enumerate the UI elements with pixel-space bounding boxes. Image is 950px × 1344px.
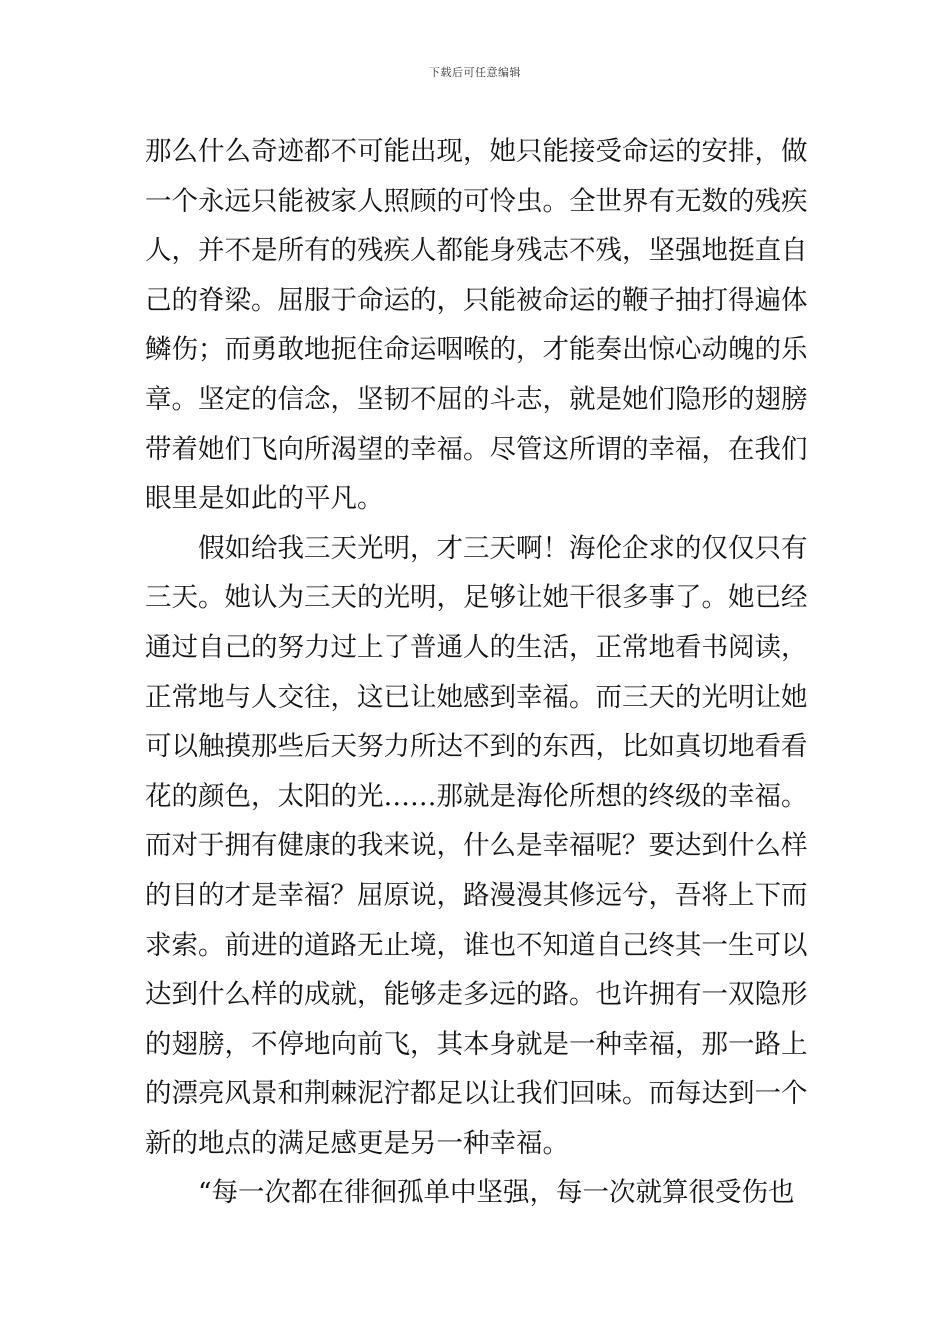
text-line: 三天。她认为三天的光明，足够让她干很多事了。她已经 [145, 582, 808, 614]
text-line: 达到什么样的成就，能够走多远的路。也许拥有一双隐形 [145, 979, 808, 1011]
text-line: 带着她们飞向所渴望的幸福。尽管这所谓的幸福，在我们 [145, 433, 808, 465]
paragraph-1 [145, 127, 807, 524]
paragraph-3 [145, 1168, 807, 1218]
text-line: 的翅膀，不停地向前飞，其本身就是一种幸福，那一路上 [145, 1028, 808, 1060]
text-line: “每一次都在徘徊孤单中坚强，每一次就算很受伤也 [198, 1177, 795, 1209]
text-line: 而对于拥有健康的我来说，什么是幸福呢？要达到什么样 [145, 830, 808, 862]
text-line: 新的地点的满足感更是另一种幸福。 [145, 1127, 569, 1159]
text-line: 假如给我三天光明，才三天啊！海伦企求的仅仅只有 [198, 532, 808, 564]
body-text [145, 127, 807, 1218]
text-line: 的目的才是幸福？屈原说，路漫漫其修远兮，吾将上下而 [145, 879, 808, 911]
text-line: 的漂亮风景和荆棘泥泞都足以让我们回味。而每达到一个 [145, 1078, 808, 1110]
text-line: 眼里是如此的平凡。 [145, 483, 384, 515]
text-line: 可以触摸那些后天努力所达不到的东西，比如真切地看看 [145, 731, 808, 763]
text-line: 人，并不是所有的残疾人都能身残志不残，坚强地挺直自 [145, 235, 808, 267]
text-line: 一个永远只能被家人照顾的可怜虫。全世界有无数的残疾 [145, 185, 808, 217]
paragraph-2 [145, 524, 807, 1169]
text-line: 章。坚定的信念，坚韧不屈的斗志，就是她们隐形的翅膀 [145, 383, 808, 415]
text-line: 鳞伤；而勇敢地扼住命运咽喉的，才能奏出惊心动魄的乐 [145, 334, 808, 366]
page-header: 下载后可任意编辑 [429, 66, 521, 79]
text-line: 求索。前进的道路无止境，谁也不知道自己终其一生可以 [145, 929, 808, 961]
text-line: 通过自己的努力过上了普通人的生活，正常地看书阅读， [145, 631, 808, 663]
text-line: 花的颜色，太阳的光……那就是海伦所想的终级的幸福。 [145, 780, 808, 812]
text-line: 那么什么奇迹都不可能出现，她只能接受命运的安排，做 [145, 136, 808, 167]
text-line: 正常地与人交往，这已让她感到幸福。而三天的光明让她 [145, 681, 808, 713]
text-line: 己的脊梁。屈服于命运的，只能被命运的鞭子抽打得遍体 [145, 284, 808, 316]
